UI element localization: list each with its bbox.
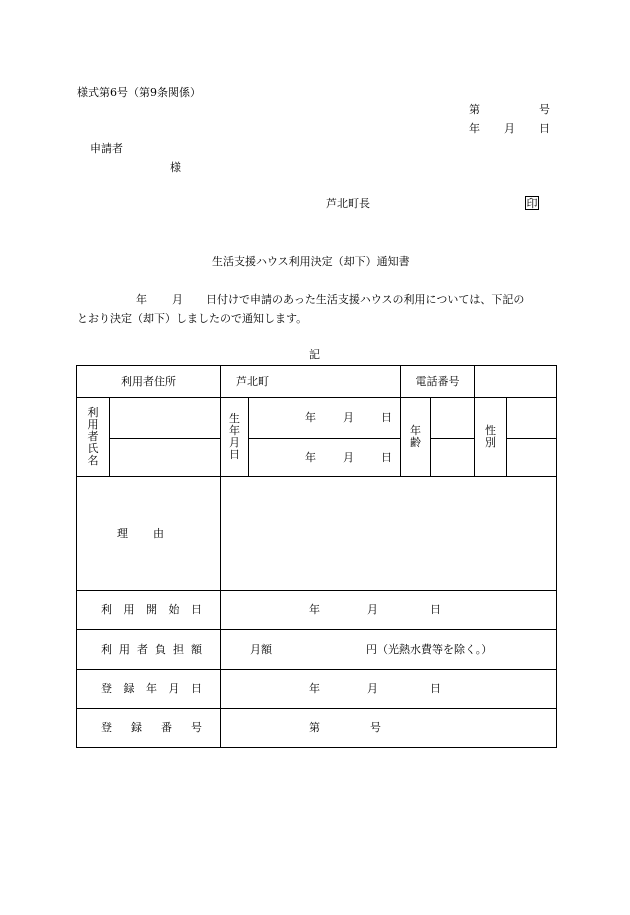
document-title: 生活支援ハウス利用決定（却下）通知書 xyxy=(212,255,410,268)
name-value-1 xyxy=(110,398,221,439)
body-line1: 日付けで申請のあった生活支援ハウスの利用については、下記の xyxy=(206,293,525,306)
sex-label: 性 別 xyxy=(475,398,507,477)
doc-number-prefix: 第 xyxy=(469,103,480,116)
sex-value-2 xyxy=(507,439,557,477)
header-date-month: 月 xyxy=(504,122,515,135)
reg-no-value: 第 号 xyxy=(221,709,557,748)
reg-no-label: 登 録 番 号 xyxy=(77,709,221,748)
age-label: 年 齢 xyxy=(401,398,431,477)
header-date-year: 年 xyxy=(469,122,480,135)
name-label: 利 用 者 氏 名 xyxy=(77,398,110,477)
honorific: 様 xyxy=(170,161,181,174)
body-line2: とおり決定（却下）しましたので通知します。 xyxy=(77,312,308,325)
issuer-name: 芦北町長 xyxy=(326,197,370,210)
age-value-1 xyxy=(431,398,475,439)
start-date-label: 利 用 開 始 日 xyxy=(77,591,221,630)
applicant-label: 申請者 xyxy=(90,142,123,155)
header-date-day: 日 xyxy=(539,122,550,135)
name-value-2 xyxy=(110,439,221,477)
birth-label: 生 年 月 日 xyxy=(221,398,249,477)
burden-label: 利 用 者 負 担 額 xyxy=(77,630,221,670)
notice-table xyxy=(76,365,557,748)
burden-value: 月額 円（光熱水費等を除く。） xyxy=(221,630,557,670)
doc-number-suffix: 号 xyxy=(539,103,550,116)
reason-value xyxy=(221,477,557,591)
phone-label: 電話番号 xyxy=(401,366,475,398)
body-year: 年 xyxy=(136,293,147,306)
reason-label: 理 由 xyxy=(77,477,221,591)
reg-date-label: 登 録 年 月 日 xyxy=(77,670,221,709)
birth-date-1: 年 月 日 xyxy=(249,398,401,439)
start-date-value: 年 月 日 xyxy=(221,591,557,630)
ki-label: 記 xyxy=(309,348,320,361)
form-number: 様式第6号（第9条関係） xyxy=(77,86,201,99)
address-value: 芦北町 xyxy=(221,366,401,398)
reg-date-value: 年 月 日 xyxy=(221,670,557,709)
birth-date-2: 年 月 日 xyxy=(249,439,401,477)
body-month: 月 xyxy=(172,293,183,306)
address-label: 利用者住所 xyxy=(77,366,221,398)
sex-value-1 xyxy=(507,398,557,439)
phone-value xyxy=(475,366,557,398)
seal-mark: 印 xyxy=(526,197,538,210)
age-value-2 xyxy=(431,439,475,477)
